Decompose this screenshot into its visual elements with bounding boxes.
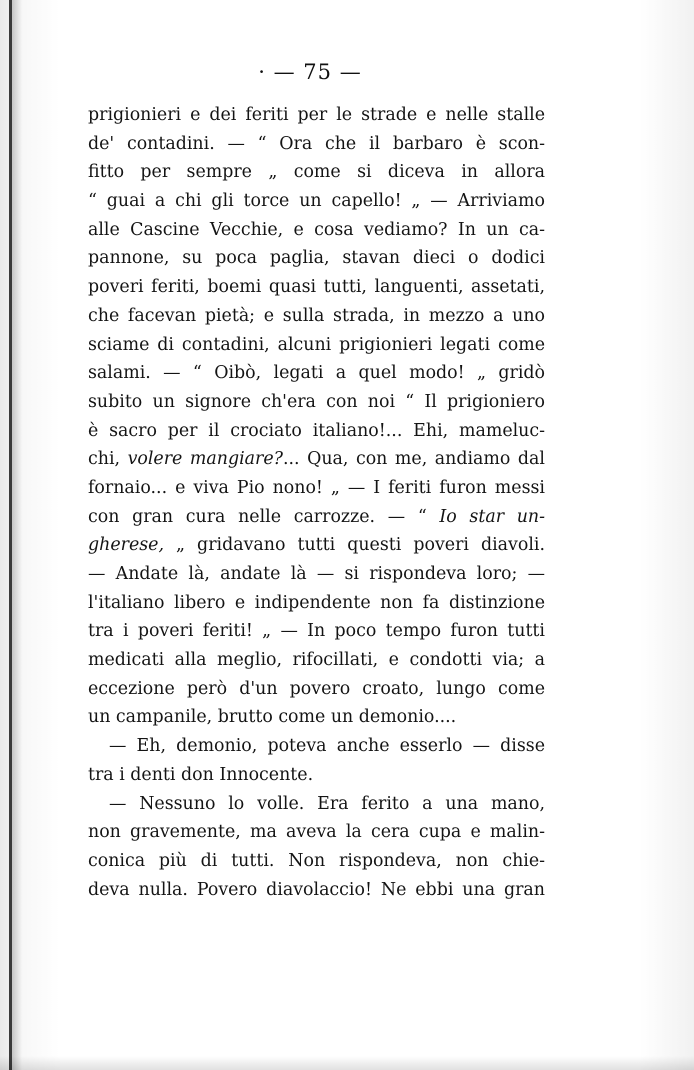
text-line: de' contadini. — “ Ora che il barbaro è scon- <box>88 133 545 154</box>
text-line: fitto per sempre „ come si diceva in allora <box>88 162 545 183</box>
text-line: subito un signore ch'era con noi “ Il prigioniero <box>88 391 545 412</box>
text-line <box>88 503 545 532</box>
text-line: pannone, su poca paglia, stavan dieci o dodici <box>88 248 545 269</box>
text-line: salami. — “ Oibò, legati a quel modo! „ gridò <box>88 363 545 384</box>
text-line: “ guai a chi gli torce un capello! „ — Arriviamo <box>88 191 545 212</box>
text-line: — Nessuno lo volle. Era ferito a una mano, <box>109 793 545 814</box>
text-line: poveri feriti, boemi quasi tutti, languenti, assetati, <box>88 277 545 298</box>
text-line: l'italiano libero e indipendente non fa distinzione <box>88 592 545 613</box>
spine-shadow <box>12 0 22 1070</box>
italic-text-run: gherese, <box>88 535 164 556</box>
text-line: prigionieri e dei feriti per le strade e nelle stalle <box>88 105 545 125</box>
text-line: tra i denti don Innocente. <box>88 764 314 785</box>
text-line: sciame di contadini, alcuni prigionieri legati come <box>88 334 545 355</box>
italic-text-run: volere mangiare? <box>127 449 283 470</box>
italic-text-run: Io star un- <box>439 506 545 527</box>
text-line: — Andate là, andate là — si rispondeva loro; — <box>88 564 545 584</box>
text-run: ... Qua, con me, andiamo dal <box>282 449 545 470</box>
page-number: · — 75 — <box>258 60 362 84</box>
text-run: „ gridavano tutti questi poveri diavoli. <box>163 535 545 556</box>
text-line: conica più di tutti. Non rispondeva, non chie- <box>88 850 545 871</box>
page-bottom-edge <box>0 1056 694 1070</box>
text-line <box>88 531 545 560</box>
text-line: è sacro per il crociato italiano!... Ehi, mameluc- <box>88 420 545 441</box>
text-line: un campanile, brutto come un demonio.... <box>88 707 457 728</box>
text-run: chi, <box>88 449 128 470</box>
text-line: tra i poveri feriti! „ — In poco tempo furon tutti <box>88 621 545 642</box>
text-line: eccezione però d'un povero croato, lungo come <box>88 678 545 699</box>
text-line: che facevan pietà; e sulla strada, in mezzo a uno <box>88 305 545 326</box>
text-line: deva nulla. Povero diavolaccio! Ne ebbi una gran <box>88 879 545 900</box>
text-line: — Eh, demonio, poteva anche esserlo — disse <box>109 736 545 757</box>
text-line: fornaio... e viva Pio nono! „ — I feriti furon messi <box>88 477 545 498</box>
text-run: con gran cura nelle carrozze. — “ <box>88 506 440 527</box>
text-line: non gravemente, ma aveva la cera cupa e malin- <box>88 822 545 843</box>
text-line: alle Cascine Vecchie, e cosa vediamo? In un ca- <box>88 219 545 240</box>
text-line: medicati alla meglio, rifocillati, e condotti via; a <box>88 650 545 671</box>
text-line <box>88 445 545 474</box>
body-text <box>88 101 545 904</box>
